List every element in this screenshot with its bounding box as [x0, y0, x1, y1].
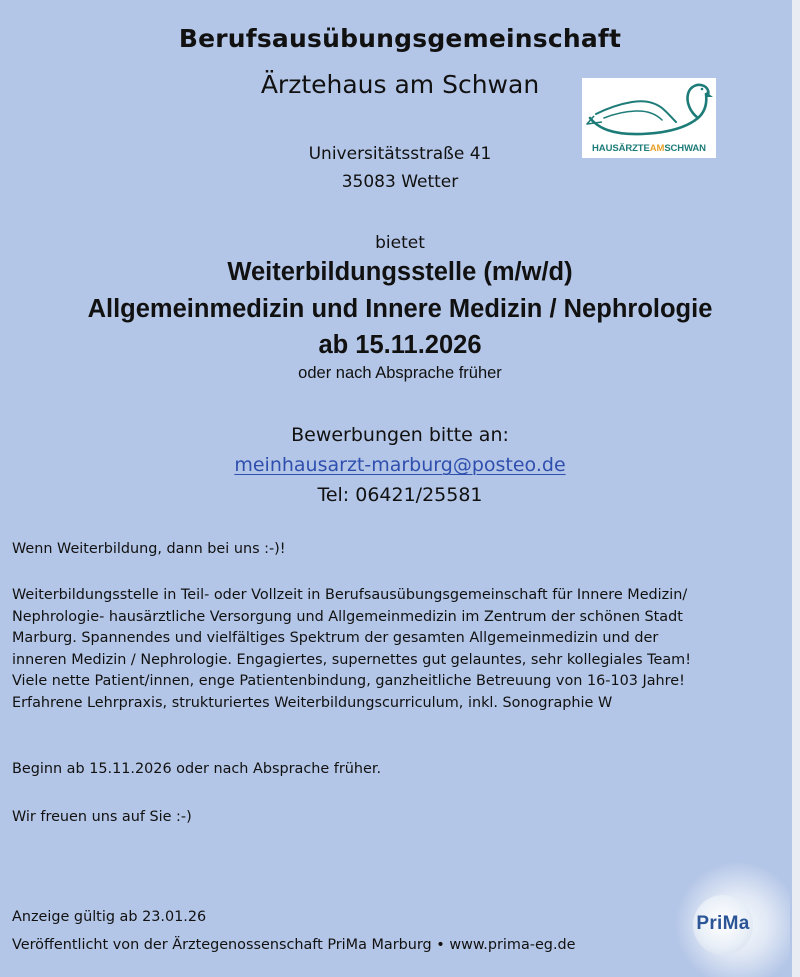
- publisher-text: Veröffentlicht von der Ärztegenossenschaft PriMa Marburg • www.prima-eg.de: [12, 937, 576, 953]
- prima-logo-text: PriMa: [696, 913, 750, 934]
- address-city: 35083 Wetter: [341, 172, 459, 192]
- paragraph-line: Erfahrene Lehrpraxis, strukturiertes Weiterbildungscurriculum, inkl. Sonographie W: [12, 694, 613, 711]
- position-specialty: Allgemeinmedizin und Innere Medizin / Nephrologie: [87, 295, 713, 323]
- practice-name: Ärztehaus am Schwan: [260, 70, 540, 99]
- address-street: Universitätsstraße 41: [308, 144, 492, 164]
- paragraph-line: Marburg. Spannendes und vielfältiges Spektrum der gesamten Allgemeinmedizin und der: [12, 630, 659, 646]
- paragraph-line: Nephrologie- hausärztliche Versorgung und Allgemeinmedizin im Zentrum der schönen Stadt: [12, 608, 683, 625]
- logo-wordmark: HAUSÄRZTEAMSCHWAN: [592, 143, 706, 154]
- paragraph-line: inneren Medizin / Nephrologie. Engagiertes, supernettes gut gelauntes, sehr kollegiales Team!: [12, 651, 691, 668]
- swan-icon: [582, 78, 716, 144]
- contact-phone: Tel: 06421/25581: [317, 484, 483, 506]
- position-title: Weiterbildungsstelle (m/w/d): [227, 258, 573, 286]
- position-start-date: ab 15.11.2026: [318, 331, 482, 359]
- paragraph-line: Weiterbildungsstelle in Teil- oder Vollzeit in Berufsausübungsgemeinschaft für Innere Medizin/: [12, 587, 688, 603]
- organization-title: Berufsausübungsgemeinschaft: [178, 24, 622, 53]
- contact-email: [0, 454, 800, 476]
- paragraph-line: Viele nette Patient/innen, enge Patientenbindung, ganzheitliche Betreuung von 16-103 Jahre!: [12, 673, 685, 689]
- page-edge: [792, 0, 800, 977]
- greeting-text: Wir freuen uns auf Sie :-): [12, 809, 192, 825]
- offers-label: bietet: [375, 233, 425, 253]
- position-start-note: oder nach Absprache früher: [298, 364, 502, 382]
- description-paragraph: [12, 585, 794, 714]
- email-link[interactable]: meinhausarzt-marburg@posteo.de: [234, 454, 566, 476]
- valid-from-text: Anzeige gültig ab 23.01.26: [12, 909, 207, 925]
- start-text: Beginn ab 15.11.2026 oder nach Absprache früher.: [12, 761, 382, 777]
- apply-label: Bewerbungen bitte an:: [291, 424, 509, 446]
- prima-logo: [660, 860, 790, 977]
- intro-text: Wenn Weiterbildung, dann bei uns :-)!: [12, 541, 286, 557]
